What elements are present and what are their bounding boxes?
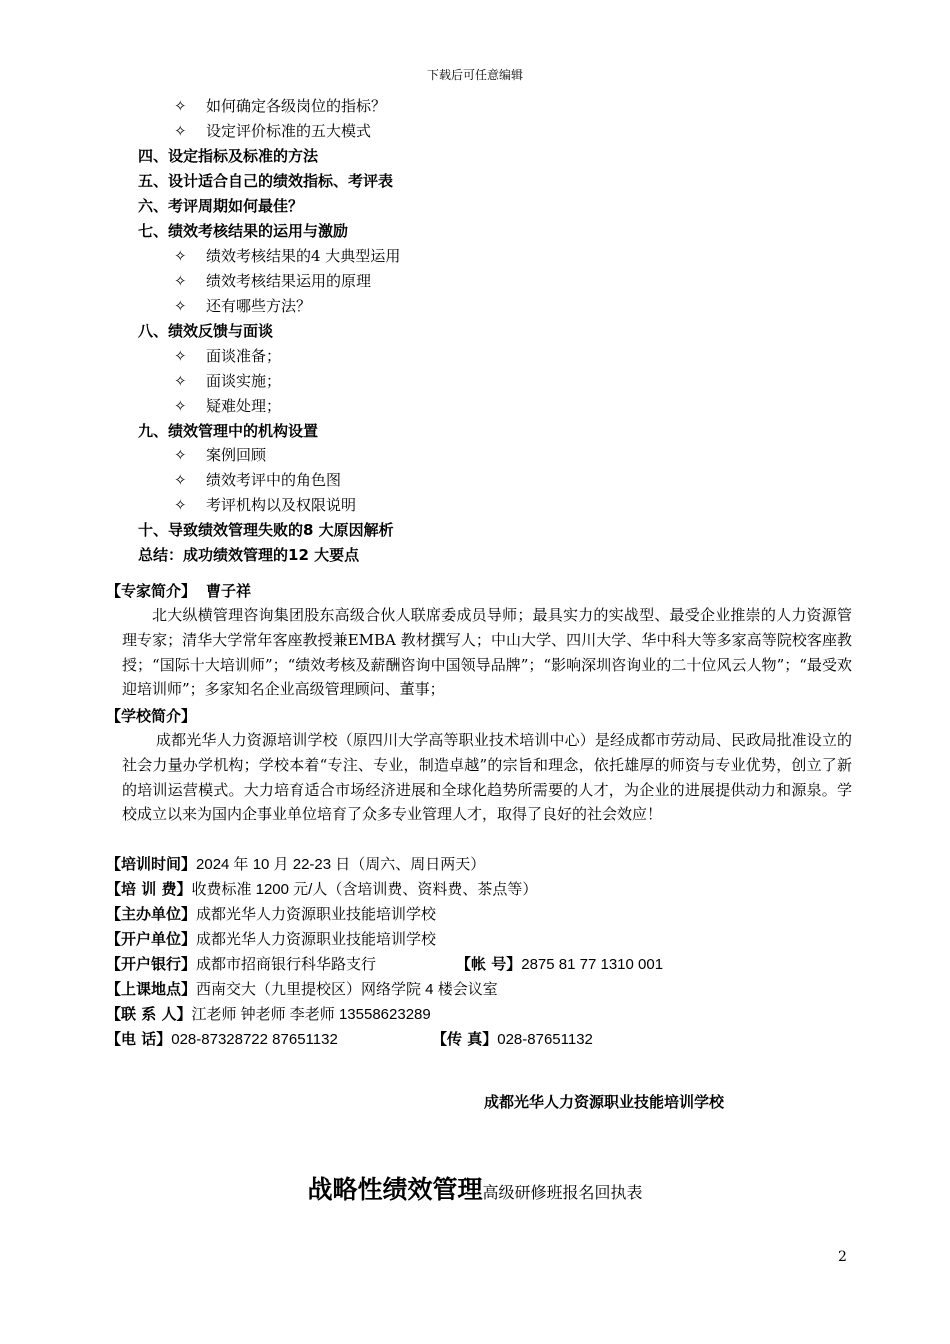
bullet-icon: ✧: [174, 272, 187, 290]
fee-row: 【培 训 费】收费标准 1200 元/人（含培训费、资料费、茶点等）: [106, 880, 538, 898]
bullet-item: ✧ 如何确定各级岗位的指标？: [174, 97, 387, 115]
expert-name: 曹子祥: [206, 582, 252, 600]
account-unit-row: 【开户单位】成都光华人力资源职业技能培训学校: [106, 930, 437, 948]
bullet-icon: ✧: [174, 471, 187, 489]
bullet-icon: ✧: [174, 446, 187, 464]
expert-intro-heading: 【专家简介】 曹子祥: [106, 582, 252, 600]
school-intro: 成都光华人力资源培训学校（原四川大学高等职业技术培训中心）是经成都市劳动局、民政局批准设立的社会力量办学机构；学校本着“专注、专业，制造卓越”的宗旨和理念，依托雄厚的师资与专业优势，创立了新的培训运营模式。大力培育适合市场经济进展和全球化趋势所需要的人才，为企业的进展提供动力和源泉。学校成立以来为国内企事业单位培育了众多专业管理人才，取得了良好的社会效应！: [122, 731, 852, 824]
training-time-row: 【培训时间】2024 年 10 月 22-23 日（周六、周日两天）: [106, 855, 486, 873]
bullet-icon: ✧: [174, 247, 187, 265]
summary-heading: 总结：成功绩效管理的12 大要点: [138, 546, 360, 564]
signature: 成都光华人力资源职业技能培训学校: [484, 1093, 725, 1111]
bullet-icon: ✧: [174, 397, 187, 415]
bullet-item: ✧ 案例回顾: [174, 446, 267, 464]
expert-bio: 北大纵横管理咨询集团股东高级合伙人联席委成员导师；最具实力的实战型、最受企业推崇的人力资源管理专家；清华大学常年客座教授兼EMBA 教材撰写人；中山大学、四川大学、华中科大等多家高等院校客座教授；“国际十大培训师”；“绩效考核及薪酬咨询中国领导品牌”；“影响深圳咨询业的二十位风云人物”；“最受欢迎培训师”；多家知名企业高级管理顾问、董事；: [122, 606, 852, 699]
bullet-item: ✧ 面谈实施；: [174, 372, 282, 390]
bullet-item: ✧ 面谈准备；: [174, 347, 282, 365]
bullet-item: ✧ 绩效考评中的角色图: [174, 471, 342, 489]
bank-row: 【开户银行】成都市招商银行科华路支行: [106, 955, 377, 973]
bullet-icon: ✧: [174, 297, 187, 315]
section-heading: 四、设定指标及标准的方法: [138, 147, 319, 165]
section-heading: 五、设计适合自己的绩效指标、考评表: [138, 172, 394, 190]
page-number: 2: [838, 1249, 847, 1265]
section-heading: 九、绩效管理中的机构设置: [138, 422, 319, 440]
venue-row: 【上课地点】西南交大（九里提校区）网络学院 4 楼会议室: [106, 980, 498, 998]
host-row: 【主办单位】成都光华人力资源职业技能培训学校: [106, 905, 437, 923]
bullet-icon: ✧: [174, 122, 187, 140]
bullet-item: ✧ 绩效考核结果运用的原理: [174, 272, 372, 290]
bullet-icon: ✧: [174, 347, 187, 365]
page-header: 下载后可任意编辑: [426, 68, 523, 82]
fax-row: 【传 真】028-87651132: [432, 1030, 593, 1048]
school-intro-heading: 【学校简介】: [106, 707, 197, 725]
section-heading: 七、绩效考核结果的运用与激励: [138, 222, 349, 240]
bullet-item: ✧ 疑难处理；: [174, 397, 282, 415]
bullet-item: ✧ 绩效考核结果的4 大典型运用: [174, 247, 401, 265]
bullet-icon: ✧: [174, 97, 187, 115]
section-heading: 八、绩效反馈与面谈: [138, 322, 274, 340]
section-heading: 六、考评周期如何最佳？: [138, 197, 304, 215]
bullet-item: ✧ 考评机构以及权限说明: [174, 496, 357, 514]
bullet-icon: ✧: [174, 372, 187, 390]
bullet-icon: ✧: [174, 496, 187, 514]
section-heading: 十、导致绩效管理失败的8 大原因解析: [138, 521, 394, 539]
phone-row: 【电 话】028-87328722 87651132: [106, 1030, 338, 1048]
account-number-row: 【帐 号】2875 81 77 1310 001: [456, 955, 664, 973]
form-title: 战略性绩效管理高级研修班报名回执表: [307, 1175, 643, 1204]
contact-row: 【联 系 人】江老师 钟老师 李老师 13558623289: [106, 1005, 431, 1023]
bullet-item: ✧ 还有哪些方法？: [174, 297, 312, 315]
bullet-item: ✧ 设定评价标准的五大模式: [174, 122, 372, 140]
